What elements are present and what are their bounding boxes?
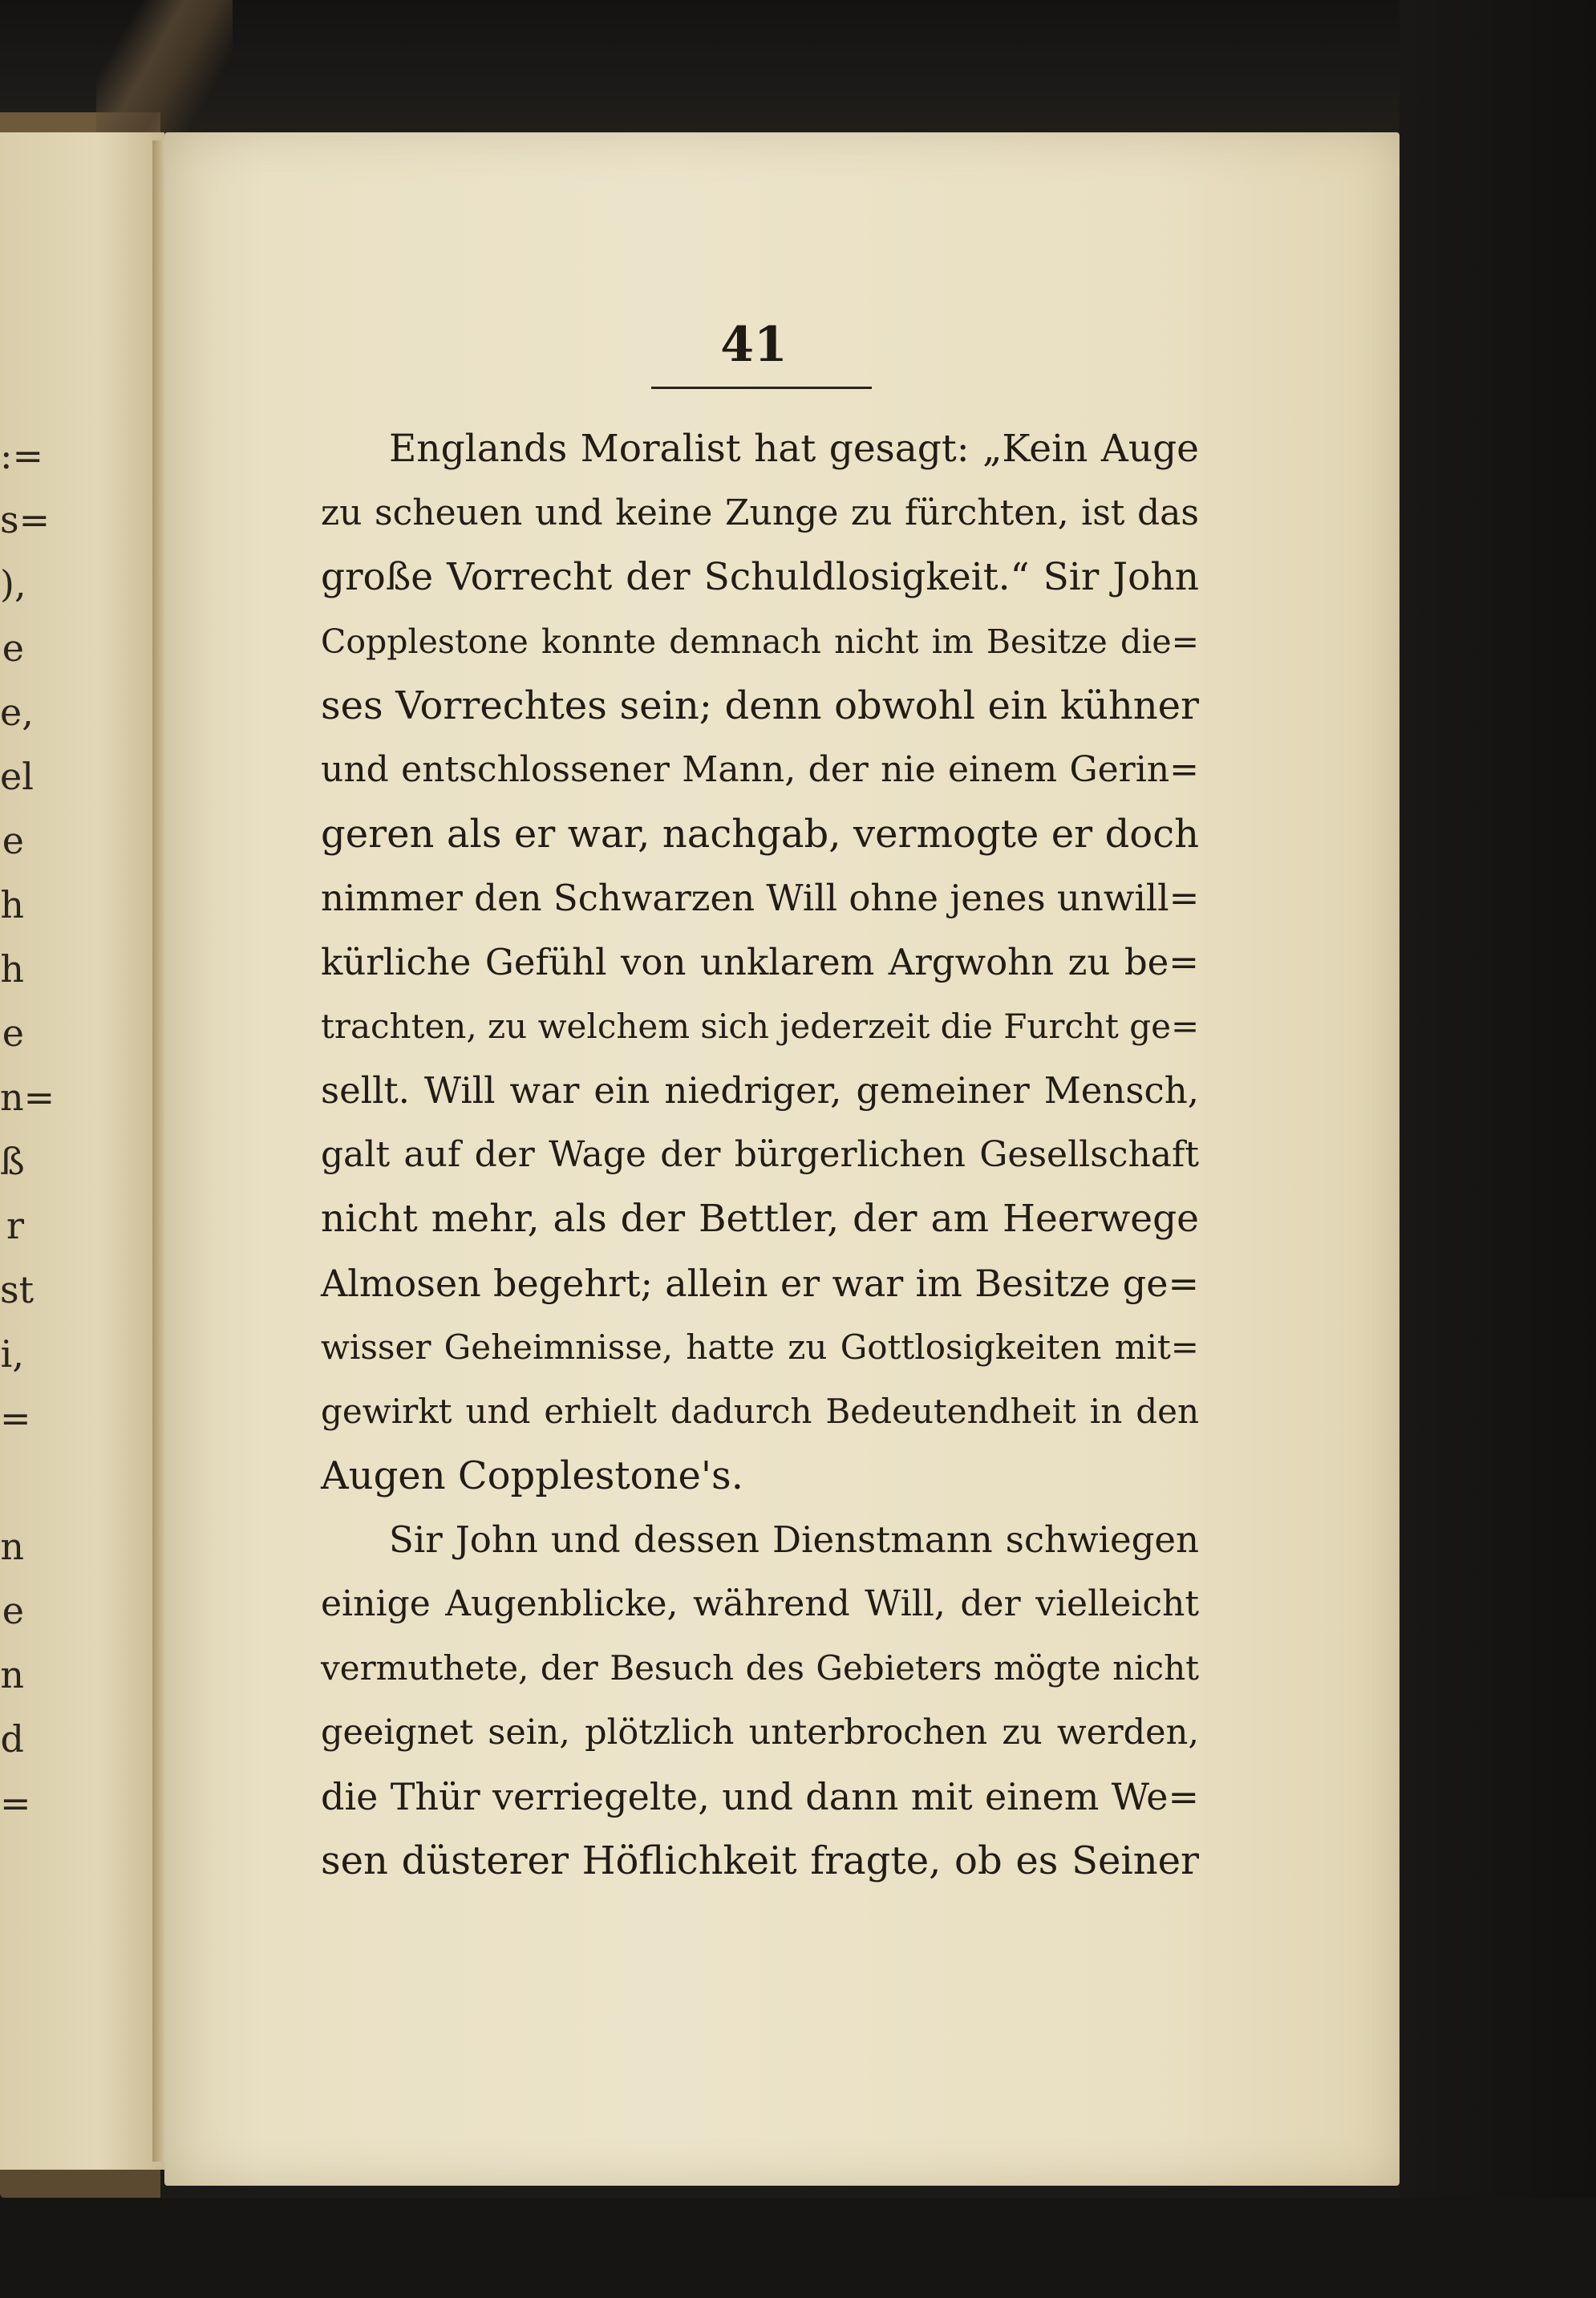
facing-page-fragment: st — [0, 1268, 34, 1311]
facing-page-fragment: e — [2, 1589, 24, 1632]
text-line: galt auf der Wage der bürgerlichen Gesellschaft — [321, 1134, 1199, 1175]
text-line: geeignet sein, plötzlich unterbrochen zu werden, — [321, 1712, 1199, 1753]
facing-page-fragment: e — [2, 1011, 24, 1055]
facing-page-fragment: = — [0, 1396, 31, 1440]
text-line: die Thür verriegelte, und dann mit einem We= — [321, 1775, 1199, 1818]
text-line: Englands Moralist hat gesagt: „Kein Auge — [389, 427, 1199, 471]
facing-page-fragment: el — [0, 755, 34, 798]
text-line: einige Augenblicke, während Will, der vielleicht — [321, 1583, 1199, 1624]
paragraph-1 — [321, 417, 1199, 1508]
text-line: vermuthete, der Besuch des Gebieters mögte nicht — [321, 1648, 1199, 1688]
facing-page-fragment: ß — [0, 1140, 25, 1183]
text-line: Almosen begehrt; allein er war im Besitze ge= — [321, 1262, 1199, 1305]
facing-page-fragment: i, — [0, 1332, 24, 1376]
facing-page-edge — [0, 132, 164, 2170]
page-body-text — [321, 417, 1199, 1893]
scan-background-bottom — [0, 2198, 1596, 2298]
text-line: große Vorrecht der Schuldlosigkeit.“ Sir John — [321, 555, 1199, 599]
text-line: nimmer den Schwarzen Will ohne jenes unwill= — [321, 877, 1200, 919]
text-line: Copplestone konnte demnach nicht im Besitze die= — [321, 622, 1199, 661]
facing-page-fragment: n — [0, 1525, 24, 1568]
facing-page-fragment: = — [0, 1781, 31, 1825]
text-line: trachten, zu welchem sich jederzeit die Furcht ge= — [321, 1007, 1200, 1046]
facing-page-fragment: d — [0, 1717, 24, 1761]
facing-page-fragment: e, — [0, 691, 34, 734]
facing-page-fragment: n — [0, 1653, 24, 1696]
text-line: wisser Geheimnisse, hatte zu Gottlosigkeiten mit= — [321, 1327, 1199, 1367]
facing-page-fragment: s= — [0, 498, 51, 541]
page-number: 41 — [720, 317, 788, 373]
binding-strap — [96, 0, 233, 152]
text-line: ses Vorrechtes sein; denn obwohl ein kühner — [321, 683, 1199, 728]
facing-page-fragment: r — [6, 1204, 24, 1247]
scan-background-right — [1400, 0, 1596, 2298]
text-line: gewirkt und erhielt dadurch Bedeutendheit in den — [321, 1392, 1199, 1431]
paragraph-2 — [321, 1508, 1199, 1893]
text-line: kürliche Gefühl von unklarem Argwohn zu be= — [321, 941, 1199, 983]
text-line: nicht mehr, als der Bettler, der am Heerwege — [321, 1197, 1199, 1241]
scan-background-top — [0, 0, 1596, 152]
facing-page-fragment: n= — [0, 1076, 55, 1119]
text-line: sellt. Will war ein niedriger, gemeiner Mensch, — [321, 1069, 1199, 1112]
facing-page-fragment: h — [0, 883, 24, 926]
facing-page-fragment: e — [2, 819, 24, 862]
text-line: zu scheuen und keine Zunge zu fürchten, ist das — [321, 492, 1199, 533]
facing-page-fragment: h — [0, 947, 24, 991]
facing-page-fragment: := — [0, 434, 44, 477]
facing-page-text-fragments — [0, 132, 164, 2170]
facing-page-fragment: e — [2, 626, 24, 670]
text-line: geren als er war, nachgab, vermogte er doch — [321, 812, 1199, 857]
text-line: Sir John und dessen Dienstmann schwiegen — [389, 1518, 1199, 1561]
text-line: sen düsterer Höflichkeit fragte, ob es Seiner — [321, 1838, 1199, 1883]
facing-page-fragment: ), — [0, 562, 26, 606]
header-rule — [651, 387, 872, 389]
text-line: Augen Copplestone's. — [321, 1453, 743, 1498]
text-line: und entschlossener Mann, der nie einem Gerin= — [321, 749, 1199, 790]
